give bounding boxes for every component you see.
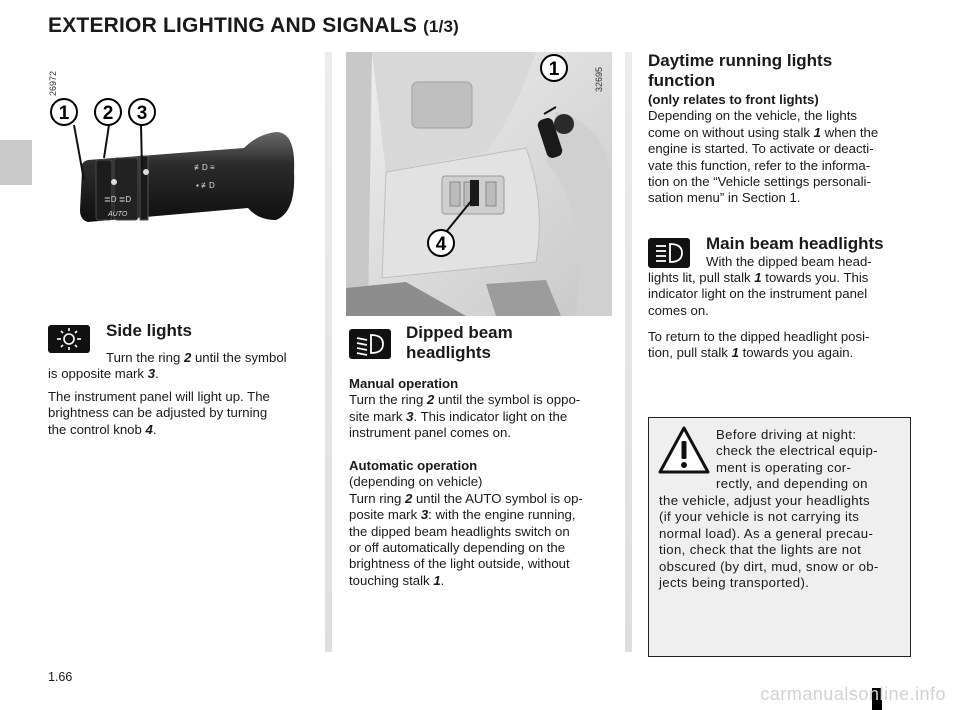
ref: 2 [426,392,435,408]
note: (only relates to front lights) [648,92,819,107]
line: Depending on the vehicle, the lights [648,108,857,124]
text: Turn the ring [349,392,427,408]
subheading: Automatic operation [349,458,478,473]
ref: 1 [731,345,739,361]
line: brightness can be adjusted by turning [48,405,268,421]
main-beam-icon [648,238,690,268]
ref: 4 [145,421,153,437]
line [648,270,912,286]
text: lights lit, pull stalk [648,270,755,285]
line: Before driving at night: [716,427,857,442]
line: Daytime running lights [648,51,833,70]
text: towards you again. [738,345,854,361]
callout-1: 1 [548,59,560,80]
column-divider-right [625,52,632,652]
line [349,392,613,408]
ref: 1 [754,270,762,285]
daytime-body [648,92,912,207]
line: The instrument panel will light up. The [48,389,270,404]
side-lights-line1 [106,350,312,366]
svg-text:≢D ≡: ≢D ≡ [194,163,215,172]
line [648,345,912,361]
dipped-beam-heading [406,323,513,363]
stalk-illustration [44,52,320,302]
line: headlights [406,343,492,362]
section-tab [0,140,32,185]
side-lights-heading: Side lights [106,321,192,340]
ref: 2 [183,350,192,365]
callout-4: 4 [435,234,447,255]
line: (depending on vehicle) [349,474,483,490]
line: tion on the “Vehicle settings personali- [648,174,871,190]
warning-triangle-icon [658,426,710,474]
ref: 3 [406,408,414,424]
main-beam-para2 [648,329,912,362]
line [48,422,312,438]
dipped-beam-icon [349,329,391,359]
line: check the electrical equip- [716,443,878,459]
line: engine is started. To activate or deacti- [648,141,874,157]
ref: 3 [147,366,156,381]
line: Dipped beam [406,323,513,342]
line [648,125,912,141]
figure-code-2: 32695 [594,66,604,92]
dashboard-figure [346,52,612,316]
dipped-beam-symbol [349,329,391,359]
title-text: EXTERIOR LIGHTING AND SIGNALS [48,14,418,37]
subheading: Manual operation [349,376,459,391]
text: until the symbol is oppo- [434,392,581,408]
line: function [648,71,716,90]
figure-code: 26972 [48,70,58,96]
main-beam-heading: Main beam headlights [706,234,884,253]
svg-text:▪ ≢D: ▪ ≢D [196,181,215,190]
line [349,409,613,425]
dipped-manual-block [349,376,613,442]
line: normal load). As a general precau- [659,525,874,541]
title-part: (1/3) [423,17,460,36]
main-beam-line1: With the dipped beam head- [706,254,872,269]
text: come on without using stalk [648,124,814,140]
text: touching stalk [349,572,434,588]
svg-text:AUTO: AUTO [108,211,128,218]
side-lights-para2 [48,389,312,438]
side-lights-symbol [48,325,90,353]
callout-2: 2 [102,103,114,124]
stalk-figure [44,52,320,302]
text: until the AUTO symbol is op- [412,490,583,506]
side-light-icon [48,325,90,353]
warning-box [648,417,911,657]
text: . [440,572,445,588]
watermark: carmanualsonline.info [760,684,946,704]
line: the dipped beam headlights switch on [349,523,570,539]
ref: 2 [404,490,413,506]
text: : with the engine running, [428,507,576,523]
callout-1: 1 [58,103,70,124]
line: (if your vehicle is not carrying its [659,509,860,525]
text: the control knob [48,421,146,437]
svg-text:≣D ≣D: ≣D ≣D [104,195,132,204]
text: . [152,421,157,437]
line: or off automatically depending on the [349,540,566,556]
line: rectly, and depending on [716,476,868,492]
line [349,491,613,507]
line: jects being transported). [659,575,810,591]
line: brightness of the light outside, without [349,556,570,572]
text: when the [821,124,879,140]
dashboard-illustration [346,52,612,316]
page-number: 1.66 [48,670,73,684]
text: posite mark [349,507,421,523]
main-beam-symbol [648,238,690,268]
callout-3: 3 [136,103,148,124]
ref: 1 [433,572,441,588]
line: the vehicle, adjust your headlights [659,493,870,508]
text: until the symbol [191,350,287,365]
ref: 3 [420,507,429,523]
ref: 1 [813,124,822,140]
line: obscured (by dirt, mud, snow or ob- [659,558,879,574]
line: To return to the dipped headlight posi- [648,329,870,344]
line: sation menu” in Section 1. [648,190,801,206]
text: Turn ring [349,490,405,506]
line: indicator light on the instrument panel [648,286,868,302]
warning-text-full [659,493,902,591]
text: towards you. This [761,270,869,285]
daytime-heading [648,51,832,91]
line: tion, check that the lights are not [659,542,862,558]
line: ment is operating cor- [716,459,852,475]
text: site mark [349,408,407,424]
dipped-auto-block [349,458,613,589]
line [349,573,613,589]
line [349,507,613,523]
column-divider-left [325,52,332,652]
page-title [48,14,459,38]
side-lights-line2 [48,366,312,382]
line: instrument panel comes on. [349,425,511,441]
text: . [155,366,159,381]
warning-text-indented [716,427,902,493]
text: is opposite mark [48,366,148,381]
line: vate this function, refer to the informa- [648,157,871,173]
text: Turn the ring [106,350,184,365]
text: tion, pull stalk [648,345,732,361]
line: comes on. [648,302,709,318]
text: . This indicator light on the [413,408,568,424]
main-beam-body [648,270,912,319]
